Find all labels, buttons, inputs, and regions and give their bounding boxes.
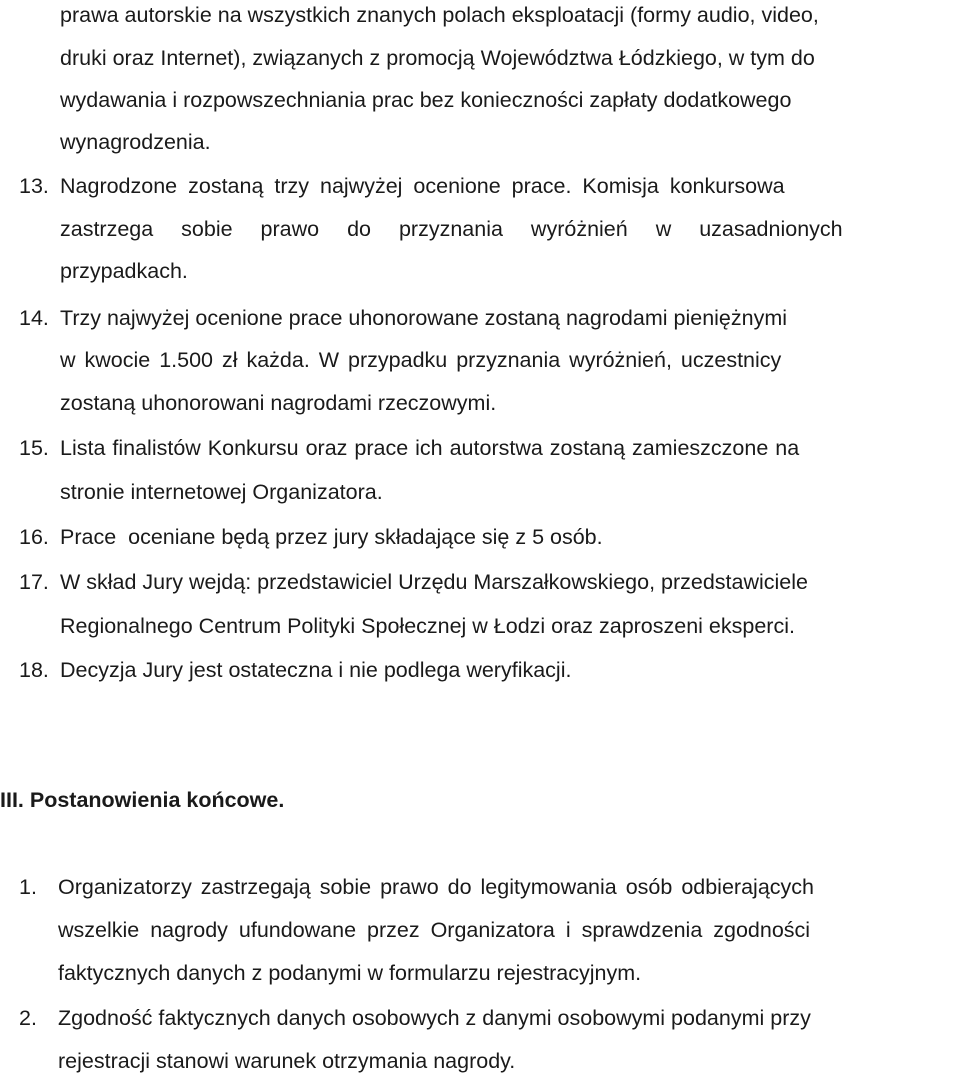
item-17-number: 17. (19, 570, 49, 594)
item-18-number: 18. (19, 658, 49, 682)
final-item-1-number: 1. (19, 875, 37, 899)
item-15-number: 15. (19, 436, 49, 460)
final-item-2-line-2: rejestracji stanowi warunek otrzymania nagrody. (58, 1049, 516, 1073)
item-18-line-1: Decyzja Jury jest ostateczna i nie podlega weryfikacji. (60, 658, 572, 682)
section-heading: III. Postanowienia końcowe. (0, 788, 285, 812)
item-14-line-2: w kwocie 1.500 zł każda. W przypadku przyznania wyróżnień, uczestnicy (60, 348, 782, 372)
item-13-line-2: zastrzega sobie prawo do przyznania wyróżnień w uzasadnionych (60, 217, 843, 241)
item-13-number: 13. (19, 174, 49, 198)
item-15-line-2: stronie internetowej Organizatora. (60, 480, 383, 504)
final-item-1-line-1: Organizatorzy zastrzegają sobie prawo do legitymowania osób odbierających (58, 875, 814, 899)
intro-line-1: prawa autorskie na wszystkich znanych polach eksploatacji (formy audio, video, (60, 3, 819, 27)
item-14-number: 14. (19, 306, 49, 330)
item-17-line-2: Regionalnego Centrum Polityki Społecznej w Łodzi oraz zaproszeni eksperci. (60, 614, 795, 638)
intro-line-3: wydawania i rozpowszechniania prac bez konieczności zapłaty dodatkowego (60, 88, 792, 112)
item-15-line-1: Lista finalistów Konkursu oraz prace ich autorstwa zostaną zamieszczone na (60, 436, 800, 460)
item-13-line-3: przypadkach. (60, 259, 188, 283)
item-17-line-1: W skład Jury wejdą: przedstawiciel Urzędu Marszałkowskiego, przedstawiciele (60, 570, 808, 594)
final-item-1-line-2: wszelkie nagrody ufundowane przez Organizatora i sprawdzenia zgodności (58, 918, 811, 942)
intro-line-4: wynagrodzenia. (60, 130, 211, 154)
intro-line-2: druki oraz Internet), związanych z promocją Województwa Łódzkiego, w tym do (60, 46, 815, 70)
final-item-1-line-3: faktycznych danych z podanymi w formularzu rejestracyjnym. (58, 961, 642, 985)
item-16-line-1: Prace oceniane będą przez jury składające się z 5 osób. (60, 525, 603, 549)
final-item-2-number: 2. (19, 1006, 37, 1030)
item-14-line-3: zostaną uhonorowani nagrodami rzeczowymi. (60, 391, 497, 415)
item-14-line-1: Trzy najwyżej ocenione prace uhonorowane zostaną nagrodami pieniężnymi (60, 306, 788, 330)
item-16-number: 16. (19, 525, 49, 549)
final-item-2-line-1: Zgodność faktycznych danych osobowych z danymi osobowymi podanymi przy (58, 1006, 811, 1030)
item-13-line-1: Nagrodzone zostaną trzy najwyżej ocenione prace. Komisja konkursowa (60, 174, 785, 198)
